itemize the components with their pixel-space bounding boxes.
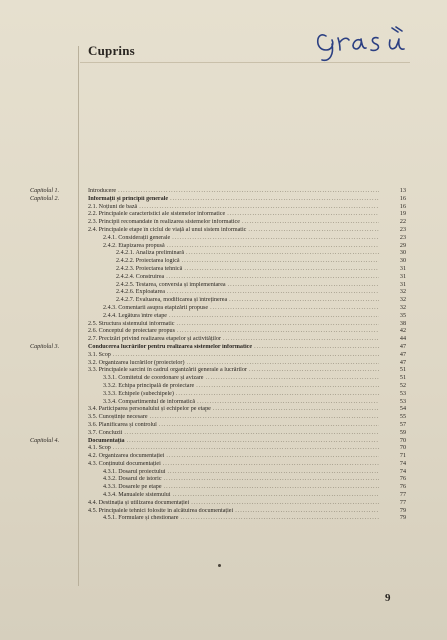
dot-leader [196,383,379,391]
chapter-label: Capitolul 3. [30,343,60,350]
toc-page-number: 42 [399,328,406,335]
toc-row [0,492,447,500]
toc-row [0,243,447,251]
dot-leader [176,321,379,329]
dot-leader [180,515,379,523]
toc-row [0,414,447,422]
toc-row [0,461,447,469]
toc-entry [103,476,379,484]
toc-row [0,453,447,461]
toc-entry-title: 2.6. Conceptul de proiectare propus [88,328,175,335]
toc-row [0,430,447,438]
dot-leader [184,266,379,274]
dot-leader [177,328,379,336]
toc-row [0,188,447,196]
toc-page-number: 54 [399,406,406,413]
toc-page-number: 29 [399,242,406,249]
toc-row [0,328,447,336]
toc-row [0,500,447,508]
toc-page-number: 30 [399,258,406,265]
dot-leader [166,274,379,282]
toc-entry-title: 3.3.4. Compartimentul de informatică [103,398,196,405]
toc-row [0,274,447,282]
toc-entry-title: 2.2. Principalele caracteristici ale sistemelor informatice [88,211,226,218]
toc-row [0,399,447,407]
dot-leader [213,406,379,414]
toc-page-number: 53 [399,390,406,397]
dot-leader [210,305,379,313]
toc-entry-title: Introducere [88,188,117,194]
page-title: Cuprins [88,43,135,58]
page-number: 9 [385,592,391,604]
toc-entry-title: 2.4.2. Etapizarea propusă [103,242,165,249]
toc-row [0,235,447,243]
toc-row [0,391,447,399]
toc-entry [88,406,379,414]
toc-page-number: 70 [399,445,406,452]
dot-leader [191,500,379,508]
toc-entry [88,500,379,508]
toc-entry-title: 2.4.3. Comentarii asupra etapizării propuse [103,304,209,311]
toc-entry [103,313,379,321]
toc-row [0,266,447,274]
dot-leader [173,492,379,500]
toc-row [0,360,447,368]
toc-entry-title: 2.4.2.5. Testarea, conversia și implementarea [116,281,226,288]
toc-entry-title: 4.4. Destinația și utilizarea documentației [88,499,190,506]
toc-entry-title: 3.4. Participarea personalului și echipelor pe etape [88,406,211,413]
toc-row [0,367,447,375]
toc-row [0,438,447,446]
dot-leader [242,219,379,227]
dot-leader [113,445,379,453]
dot-leader [223,336,379,344]
toc-row [0,289,447,297]
toc-page-number: 31 [399,265,406,272]
toc-row [0,297,447,305]
toc-entry [116,282,379,290]
toc-entry [116,297,379,305]
toc-entry [103,243,379,251]
dot-leader [163,461,379,469]
dot-leader [206,375,379,383]
toc-row [0,476,447,484]
toc-entry [88,344,379,352]
dot-leader [248,227,379,235]
toc-row [0,445,447,453]
toc-entry-title: 3.1. Scop [88,351,111,358]
toc-entry-title: 2.4.2.7. Evaluarea, modificarea și întreținerea [116,297,228,304]
toc-entry-title: 3.3.1. Comitetul de coordonare și avizare [103,375,204,382]
toc-page-number: 55 [399,414,406,421]
ink-dot [218,564,221,567]
dot-leader [254,344,379,352]
toc-entry [116,289,379,297]
toc-entry-title: 4.5.1. Formulare și chestionare [103,515,179,522]
toc-entry-title: 2.4.2.4. Construirea [116,273,165,280]
toc-page-number: 32 [399,289,406,296]
toc-entry [88,211,379,219]
toc-page-number: 79 [399,507,406,514]
dot-leader [167,243,379,251]
dot-leader [228,282,379,290]
toc-entry-title: Conducerea lucrărilor pentru realizarea sistemelor informatice [88,343,253,350]
toc-page-number: 31 [399,273,406,280]
toc-row [0,313,447,321]
toc-page-number: 13 [399,188,406,194]
toc-entry-title: 3.3.2. Echipa principală de proiectare [103,382,195,389]
toc-page-number: 71 [399,453,406,460]
toc-entry [88,461,379,469]
toc-page-number: 77 [399,499,406,506]
toc-entry-title: 3.6. Planificarea și controlul [88,421,157,428]
toc-entry [88,508,379,516]
toc-page-number: 16 [399,203,406,210]
toc-page-number: 23 [399,226,406,233]
toc-page-number: 23 [399,234,406,241]
toc-entry [116,258,379,266]
toc-entry [103,375,379,383]
dot-leader [167,289,379,297]
toc-entry [103,492,379,500]
toc-row [0,227,447,235]
toc-row [0,469,447,477]
toc-page-number: 47 [399,351,406,358]
toc-row [0,344,447,352]
dot-leader [164,484,379,492]
toc-page-number: 77 [399,492,406,499]
toc-entry-title: 2.3. Principii recomandate în realizarea sistemelor informatice [88,219,240,226]
toc-entry [88,328,379,336]
toc-page-number: 76 [399,484,406,491]
toc-entry-title: 2.7. Precizări privind realizarea etapelor și activităților [88,336,221,343]
dot-leader [176,391,379,399]
dot-leader [167,469,379,477]
toc-entry [103,391,379,399]
dot-leader [197,399,379,407]
dot-leader [186,250,379,258]
toc-page-number: 53 [399,398,406,405]
toc-row [0,321,447,329]
toc-entry-title: 3.3. Principalele sarcini în cadrul organizării generale a lucrărilor [88,367,247,374]
dot-leader [187,360,380,368]
toc-page-number: 35 [399,312,406,319]
toc-entry-title: 2.4.1. Considerații generale [103,234,171,241]
chapter-label: Capitolul 1. [30,188,60,194]
dot-leader [249,367,379,375]
toc-entry-title: Documentația [88,437,125,444]
toc-row [0,383,447,391]
toc-page-number: 31 [399,281,406,288]
dot-leader [124,430,379,438]
toc-row [0,508,447,516]
toc-entry [88,196,379,204]
toc-row [0,422,447,430]
dot-leader [118,188,379,196]
toc-entry-title: 2.4.2.2. Proiectarea logică [116,258,180,265]
toc-page-number: 30 [399,250,406,257]
dot-leader [150,414,379,422]
toc-entry [88,321,379,329]
toc-page-number: 79 [399,515,406,522]
toc-page-number: 74 [399,460,406,467]
toc-page-number: 59 [399,429,406,436]
toc-row [0,211,447,219]
dot-leader [159,422,379,430]
toc-entry [116,274,379,282]
toc-entry-title: 4.5. Principalele tehnici folosite în alcătuirea documentației [88,507,234,514]
toc-entry [88,336,379,344]
toc-entry [88,367,379,375]
toc-entry-title: Informații și principii generale [88,195,169,202]
toc-row [0,406,447,414]
toc-page-number: 16 [399,195,406,202]
toc-page-number: 47 [399,343,406,350]
toc-entry [88,453,379,461]
toc-entry [88,438,379,446]
dot-leader [235,508,379,516]
toc-row [0,250,447,258]
toc-entry [88,445,379,453]
dot-leader [169,313,379,321]
toc-entry-title: 3.5. Cunoștințe necesare [88,414,148,421]
toc-entry [116,266,379,274]
toc-row [0,305,447,313]
toc-page-number: 19 [399,211,406,218]
chapter-label: Capitolul 2. [30,195,60,202]
toc-page-number: 38 [399,320,406,327]
toc-entry [103,469,379,477]
toc-entry-title: 4.3. Conținutul documentației [88,460,161,467]
toc-row [0,515,447,523]
toc-row [0,196,447,204]
toc-entry-title: 4.3.2. Dosarul de istoric [103,476,162,483]
toc-page-number: 47 [399,359,406,366]
toc-page-number: 44 [399,336,406,343]
toc-row [0,484,447,492]
toc-entry [103,399,379,407]
toc-entry-title: 2.1. Noțiuni de bază [88,203,138,210]
toc-entry [88,422,379,430]
toc-entry [103,515,379,523]
toc-page-number: 74 [399,468,406,475]
toc-entry [88,360,379,368]
toc-entry [88,204,379,212]
toc-entry-title: 3.2. Organizarea lucrărilor (proiectelor) [88,359,185,366]
toc-entry-title: 3.3.3. Echipele (subechipele) [103,390,174,397]
toc-entry-title: 3.7. Concluzii [88,429,123,436]
toc-entry-title: 4.2. Organizarea documentației [88,453,165,460]
toc-entry [88,430,379,438]
toc-page-number: 57 [399,421,406,428]
dot-leader [127,438,379,446]
toc-entry [103,383,379,391]
toc-entry-title: 2.4.2.6. Exploatarea [116,289,165,296]
toc-entry-title: 2.4.2.3. Proiectarea tehnică [116,265,183,272]
toc-entry [88,352,379,360]
toc-row [0,204,447,212]
toc-row [0,336,447,344]
toc-entry [88,414,379,422]
dot-leader [164,476,379,484]
toc-entry [88,227,379,235]
toc-page-number: 32 [399,297,406,304]
dot-leader [227,211,379,219]
chapter-label: Capitolul 4. [30,437,60,444]
toc-entry [103,305,379,313]
toc-entry-title: 4.3.4. Manualele sistemului [103,492,171,499]
table-of-contents [0,188,447,523]
dot-leader [172,235,379,243]
toc-row [0,219,447,227]
toc-row [0,375,447,383]
toc-page-number: 52 [399,382,406,389]
toc-entry-title: 4.3.1. Dosarul proiectului [103,468,166,475]
toc-entry [88,188,379,196]
toc-entry [88,219,379,227]
toc-entry [103,235,379,243]
toc-entry-title: 4.1. Scop [88,445,111,452]
dot-leader [229,297,379,305]
toc-entry [116,250,379,258]
dot-leader [170,196,379,204]
dot-leader [139,204,379,212]
toc-page-number: 22 [399,219,406,226]
toc-row [0,352,447,360]
toc-page-number: 70 [399,437,406,444]
handwritten-signature [312,14,432,74]
dot-leader [182,258,379,266]
dot-leader [166,453,379,461]
toc-entry-title: 4.3.3. Dosarele pe etape [103,484,162,491]
toc-page-number: 76 [399,476,406,483]
dot-leader [113,352,379,360]
toc-page-number: 51 [399,375,406,382]
toc-entry [103,484,379,492]
toc-page-number: 32 [399,304,406,311]
toc-entry-title: 2.4.2.1. Analiza preliminară [116,250,185,257]
toc-row [0,258,447,266]
toc-entry-title: 2.4. Principalele etape în ciclul de viață al unui sistem informatic [88,226,247,233]
toc-page-number: 51 [399,367,406,374]
toc-row [0,282,447,290]
toc-entry-title: 2.5. Structura sistemului informatic [88,320,175,327]
toc-entry-title: 2.4.4. Legătura între etape [103,312,167,319]
